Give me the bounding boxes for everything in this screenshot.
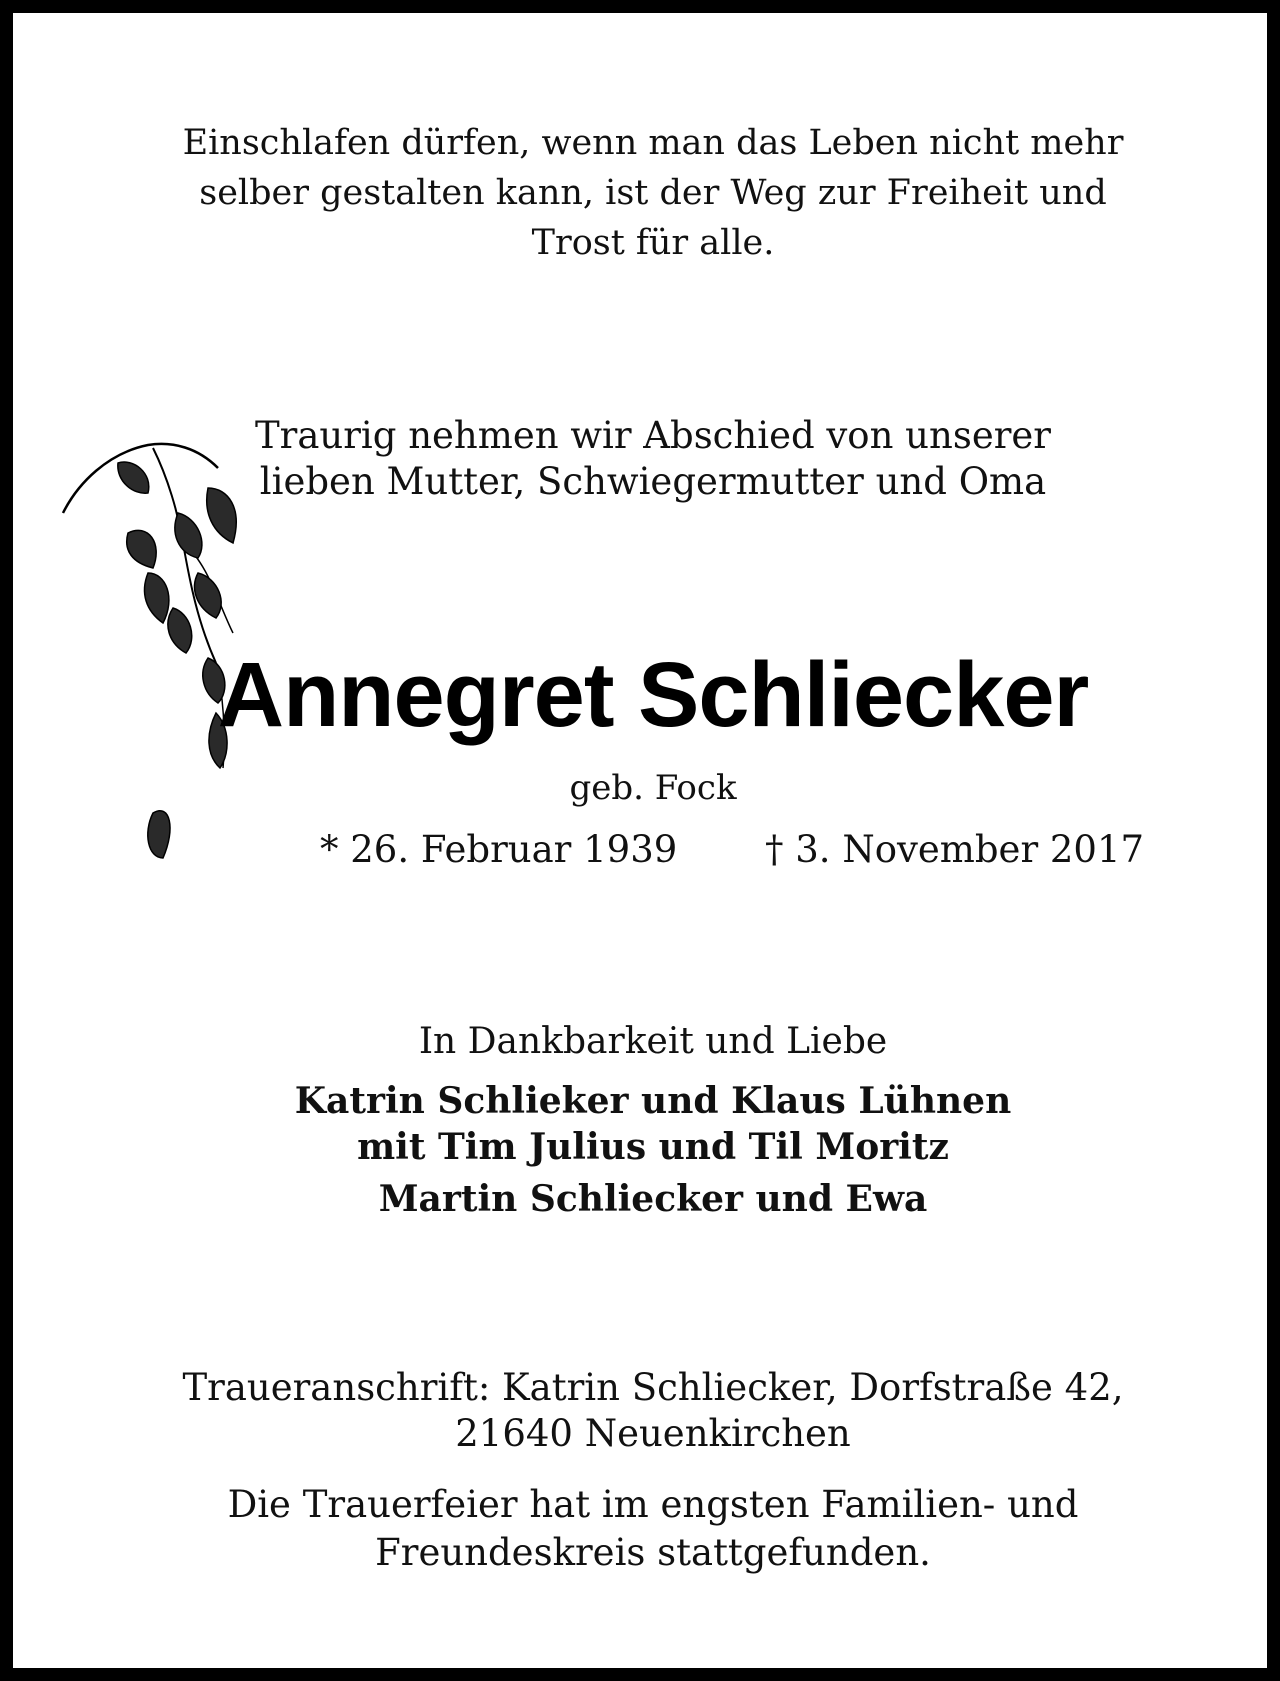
- motto-line: Trost für alle.: [531, 223, 775, 263]
- death-date: † 3. November 2017: [765, 828, 1145, 871]
- ceremony-note: [13, 1481, 1280, 1577]
- mourner-line: mit Tim Julius und Til Moritz: [357, 1126, 949, 1168]
- mourners-list: [13, 1078, 1280, 1222]
- farewell-intro: [13, 413, 1280, 505]
- life-dates: [13, 828, 1280, 878]
- mourner-line: Katrin Schlieker und Klaus Lühnen: [294, 1080, 1012, 1122]
- deceased-name: Annegret Schliecker: [217, 644, 1089, 746]
- birth-name: geb. Fock: [569, 768, 737, 808]
- ceremony-line: Freundeskreis stattgefunden.: [375, 1531, 931, 1574]
- ceremony-line: Die Trauerfeier hat im engsten Familien- und: [227, 1483, 1079, 1526]
- mourning-address: [13, 1365, 1280, 1457]
- motto-line: selber gestalten kann, ist der Weg zur Freiheit und: [199, 173, 1107, 213]
- address-line: 21640 Neuenkirchen: [455, 1412, 851, 1455]
- address-line: Traueranschrift: Katrin Schliecker, Dorfstraße 42,: [182, 1366, 1124, 1409]
- birth-date: * 26. Februar 1939: [320, 828, 678, 871]
- intro-line: lieben Mutter, Schwiegermutter und Oma: [259, 460, 1047, 503]
- mourner-line: Martin Schliecker und Ewa: [378, 1178, 928, 1220]
- motto-quote: [13, 118, 1280, 268]
- thanks-line: In Dankbarkeit und Liebe: [418, 1021, 888, 1062]
- intro-line: Traurig nehmen wir Abschied von unserer: [254, 414, 1051, 457]
- motto-line: Einschlafen dürfen, wenn man das Leben nicht mehr: [182, 123, 1124, 163]
